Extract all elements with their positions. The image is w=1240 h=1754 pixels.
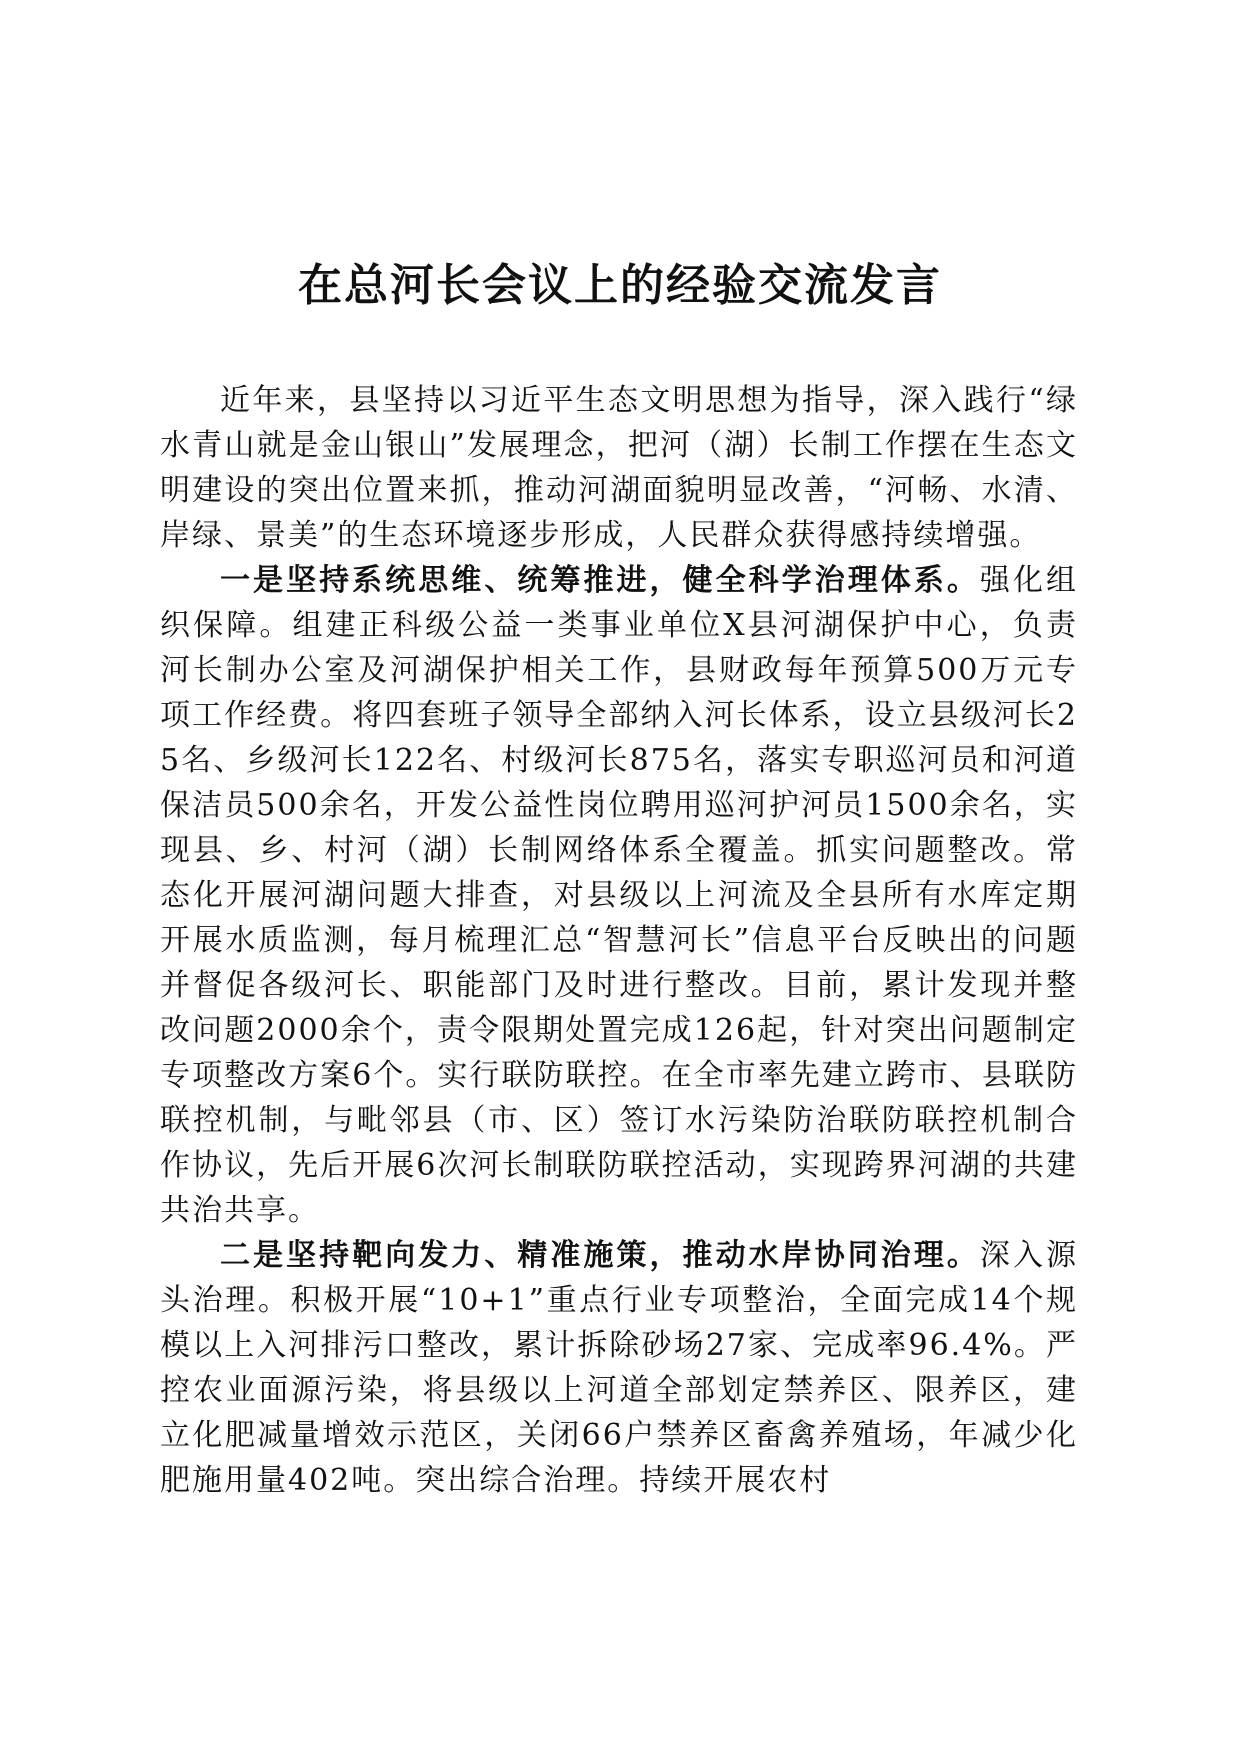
section-paragraph-2 [160,1233,1078,1503]
section-heading-1: 一是坚持系统思维、统筹推进，健全科学治理体系。 [220,563,980,598]
section-paragraph-1 [160,558,1078,1233]
section-body-1: 强化组织保障。组建正科级公益一类事业单位X县河湖保护中心，负责河长制办公室及河湖保护相关工作，县财政每年预算500万元专项工作经费。将四套班子领导全部纳入河长体系，设立县级河长25名、乡级河长122名、村级河长875名，落实专职巡河员和河道保洁员500余名，开发公益性岗位聘用巡河护河员1500余名，实现县、乡、村河（湖）长制网络体系全覆盖。抓实问题整改。常态化开展河湖问题大排查，对县级以上河流及全县所有水库定期开展水质监测，每月梳理汇总“智慧河长”信息平台反映出的问题并督促各级河长、职能部门及时进行整改。目前，累计发现并整改问题2000余个，责令限期处置完成126起，针对突出问题制定专项整改方案6个。实行联防联控。在全市率先建立跨市、县联防联控机制，与毗邻县（市、区）签订水污染防治联防联控机制合作协议，先后开展6次河长制联防联控活动，实现跨界河湖的共建共治共享。 [160,563,1079,1228]
document-body [160,378,1078,1503]
document-title: 在总河长会议上的经验交流发言 [298,260,942,311]
intro-paragraph: 近年来，县坚持以习近平生态文明思想为指导，深入践行“绿水青山就是金山银山”发展理念，把河（湖）长制工作摆在生态文明建设的突出位置来抓，推动河湖面貌明显改善，“河畅、水清、岸绿、景美”的生态环境逐步形成，人民群众获得感持续增强。 [160,383,1078,553]
section-body-2: 深入源头治理。积极开展“10+1”重点行业专项整治，全面完成14个规模以上入河排污口整改，累计拆除砂场27家、完成率96.4%。严控农业面源污染，将县级以上河道全部划定禁养区、限养区，建立化肥减量增效示范区，关闭66户禁养区畜禽养殖场，年减少化肥施用量402吨。突出综合治理。持续开展农村 [160,1238,1079,1498]
section-heading-2: 二是坚持靶向发力、精准施策，推动水岸协同治理。 [220,1238,980,1273]
